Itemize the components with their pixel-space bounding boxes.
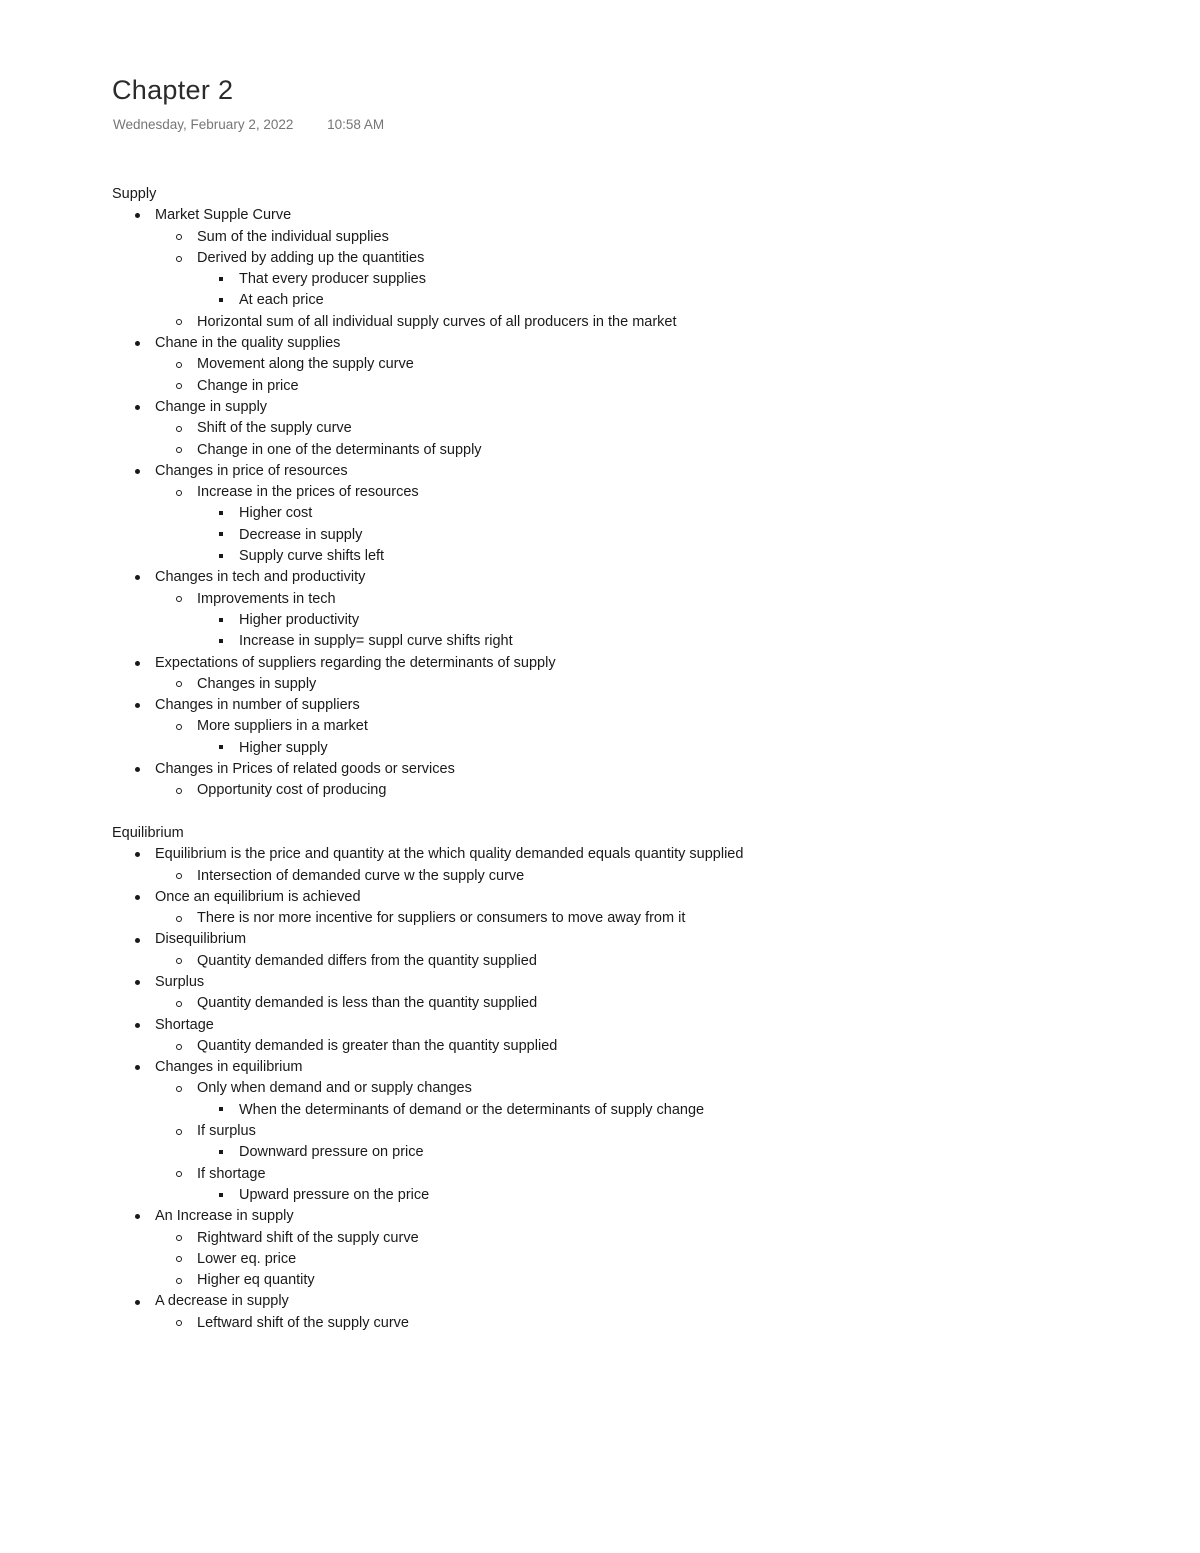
list-item bbox=[112, 482, 1112, 503]
list-item bbox=[112, 695, 1112, 716]
square-bullet-icon bbox=[215, 610, 227, 631]
list-item-text: Intersection of demanded curve w the supply curve bbox=[197, 867, 525, 884]
list-item-text: Opportunity cost of producing bbox=[197, 782, 387, 799]
list-item-text: At each price bbox=[239, 292, 324, 309]
list-item-text: Only when demand and or supply changes bbox=[197, 1080, 472, 1097]
list-item bbox=[112, 1249, 1112, 1270]
page-title: Chapter 2 bbox=[112, 75, 234, 105]
circle-bullet-icon bbox=[173, 674, 185, 695]
list-item-text: Once an equilibrium is achieved bbox=[155, 888, 361, 905]
list-item bbox=[112, 610, 1112, 631]
circle-bullet-icon bbox=[173, 376, 185, 397]
disc-bullet-icon bbox=[131, 695, 143, 716]
list-item bbox=[112, 440, 1112, 461]
list-item-text: Shortage bbox=[155, 1016, 214, 1033]
section-heading: Equilibrium bbox=[112, 824, 184, 841]
circle-bullet-icon bbox=[173, 1164, 185, 1185]
circle-bullet-icon bbox=[173, 482, 185, 503]
list-item bbox=[112, 1142, 1112, 1163]
list-item bbox=[112, 1121, 1112, 1142]
list-item-text: Chane in the quality supplies bbox=[155, 335, 341, 352]
disc-bullet-icon bbox=[131, 929, 143, 950]
square-bullet-icon bbox=[215, 1142, 227, 1163]
circle-bullet-icon bbox=[173, 1228, 185, 1249]
list-item-text: That every producer supplies bbox=[239, 271, 426, 288]
disc-bullet-icon bbox=[131, 333, 143, 354]
list-item bbox=[112, 929, 1112, 950]
list-item bbox=[112, 567, 1112, 588]
list-item-text: Quantity demanded is less than the quantity supplied bbox=[197, 995, 538, 1012]
list-item-text: When the determinants of demand or the determinants of supply change bbox=[239, 1101, 705, 1118]
list-item bbox=[112, 631, 1112, 652]
circle-bullet-icon bbox=[173, 993, 185, 1014]
list-item bbox=[112, 780, 1112, 801]
list-item bbox=[112, 1164, 1112, 1185]
list-item-text: Change in one of the determinants of supply bbox=[197, 441, 482, 458]
list-item bbox=[112, 1036, 1112, 1057]
list-item-text: Higher cost bbox=[239, 505, 313, 522]
disc-bullet-icon bbox=[131, 972, 143, 993]
list-item-text: If surplus bbox=[197, 1123, 256, 1140]
list-item bbox=[112, 1015, 1112, 1036]
list-item bbox=[112, 887, 1112, 908]
section-equilibrium bbox=[112, 823, 1112, 1334]
list-item bbox=[112, 866, 1112, 887]
list-item-text: Changes in equilibrium bbox=[155, 1059, 303, 1076]
square-bullet-icon bbox=[215, 738, 227, 759]
list-item-text: Higher supply bbox=[239, 739, 328, 756]
list-item bbox=[112, 290, 1112, 311]
disc-bullet-icon bbox=[131, 397, 143, 418]
list-item-text: Decrease in supply bbox=[239, 526, 363, 543]
square-bullet-icon bbox=[215, 290, 227, 311]
square-bullet-icon bbox=[215, 1100, 227, 1121]
circle-bullet-icon bbox=[173, 1249, 185, 1270]
list-item-text: Change in supply bbox=[155, 398, 268, 415]
list-item-text: Surplus bbox=[155, 973, 205, 990]
list-item bbox=[112, 759, 1112, 780]
list-item-text: Increase in the prices of resources bbox=[197, 484, 419, 501]
list-item-text: Improvements in tech bbox=[197, 590, 336, 607]
circle-bullet-icon bbox=[173, 1121, 185, 1142]
bullet-list bbox=[112, 844, 1112, 1334]
circle-bullet-icon bbox=[173, 1270, 185, 1291]
note-body bbox=[112, 184, 1112, 1334]
bullet-list bbox=[112, 205, 1112, 801]
list-item-text: Higher productivity bbox=[239, 611, 360, 628]
circle-bullet-icon bbox=[173, 440, 185, 461]
list-item bbox=[112, 1100, 1112, 1121]
disc-bullet-icon bbox=[131, 1057, 143, 1078]
square-bullet-icon bbox=[215, 525, 227, 546]
list-item bbox=[112, 503, 1112, 524]
list-item bbox=[112, 993, 1112, 1014]
list-item-text: Changes in tech and productivity bbox=[155, 569, 366, 586]
list-item-text: Supply curve shifts left bbox=[239, 548, 385, 565]
circle-bullet-icon bbox=[173, 312, 185, 333]
list-item-text: Derived by adding up the quantities bbox=[197, 249, 425, 266]
circle-bullet-icon bbox=[173, 716, 185, 737]
circle-bullet-icon bbox=[173, 418, 185, 439]
created-time: 10:58 AM bbox=[327, 117, 385, 132]
circle-bullet-icon bbox=[173, 227, 185, 248]
list-item bbox=[112, 738, 1112, 759]
list-item-text: Lower eq. price bbox=[197, 1250, 297, 1267]
circle-bullet-icon bbox=[173, 908, 185, 929]
circle-bullet-icon bbox=[173, 780, 185, 801]
list-item bbox=[112, 397, 1112, 418]
list-item bbox=[112, 333, 1112, 354]
list-item-text: Upward pressure on the price bbox=[239, 1186, 430, 1203]
list-item bbox=[112, 269, 1112, 290]
list-item bbox=[112, 546, 1112, 567]
list-item-text: Changes in Prices of related goods or services bbox=[155, 761, 455, 778]
square-bullet-icon bbox=[215, 269, 227, 290]
list-item-text: Expectations of suppliers regarding the determinants of supply bbox=[155, 654, 556, 671]
list-item bbox=[112, 589, 1112, 610]
circle-bullet-icon bbox=[173, 1078, 185, 1099]
circle-bullet-icon bbox=[173, 1313, 185, 1334]
square-bullet-icon bbox=[215, 1185, 227, 1206]
circle-bullet-icon bbox=[173, 354, 185, 375]
list-item-text: Increase in supply= suppl curve shifts right bbox=[239, 633, 513, 650]
list-item bbox=[112, 972, 1112, 993]
list-item bbox=[112, 1270, 1112, 1291]
list-item-text: Equilibrium is the price and quantity at the which quality demanded equals quantity supplied bbox=[155, 846, 744, 863]
list-item bbox=[112, 525, 1112, 546]
list-item-text: Leftward shift of the supply curve bbox=[197, 1314, 409, 1331]
circle-bullet-icon bbox=[173, 866, 185, 887]
list-item bbox=[112, 376, 1112, 397]
list-item bbox=[112, 951, 1112, 972]
list-item-text: An Increase in supply bbox=[155, 1208, 294, 1225]
disc-bullet-icon bbox=[131, 1291, 143, 1312]
circle-bullet-icon bbox=[173, 589, 185, 610]
list-item-text: Horizontal sum of all individual supply curves of all producers in the market bbox=[197, 313, 677, 330]
list-item-text: A decrease in supply bbox=[155, 1293, 289, 1310]
list-item-text: Rightward shift of the supply curve bbox=[197, 1229, 419, 1246]
list-item bbox=[112, 205, 1112, 226]
list-item-text: Quantity demanded differs from the quantity supplied bbox=[197, 952, 537, 969]
list-item-text: Downward pressure on price bbox=[239, 1144, 424, 1161]
list-item-text: Change in price bbox=[197, 377, 299, 394]
list-item bbox=[112, 1228, 1112, 1249]
list-item-text: More suppliers in a market bbox=[197, 718, 368, 735]
list-item bbox=[112, 674, 1112, 695]
list-item-text: Sum of the individual supplies bbox=[197, 228, 389, 245]
square-bullet-icon bbox=[215, 631, 227, 652]
list-item-text: Changes in supply bbox=[197, 675, 317, 692]
list-item-text: If shortage bbox=[197, 1165, 266, 1182]
disc-bullet-icon bbox=[131, 205, 143, 226]
list-item-text: Higher eq quantity bbox=[197, 1272, 315, 1289]
square-bullet-icon bbox=[215, 546, 227, 567]
section-spacer bbox=[112, 802, 1112, 823]
list-item bbox=[112, 1206, 1112, 1227]
list-item bbox=[112, 1078, 1112, 1099]
list-item-text: There is nor more incentive for suppliers or consumers to move away from it bbox=[197, 910, 686, 927]
disc-bullet-icon bbox=[131, 844, 143, 865]
list-item-text: Changes in number of suppliers bbox=[155, 697, 360, 714]
disc-bullet-icon bbox=[131, 759, 143, 780]
disc-bullet-icon bbox=[131, 1015, 143, 1036]
page-meta bbox=[113, 116, 384, 134]
list-item bbox=[112, 1185, 1112, 1206]
disc-bullet-icon bbox=[131, 461, 143, 482]
list-item-text: Market Supple Curve bbox=[155, 207, 292, 224]
list-item bbox=[112, 716, 1112, 737]
list-item bbox=[112, 312, 1112, 333]
list-item bbox=[112, 653, 1112, 674]
list-item bbox=[112, 844, 1112, 865]
circle-bullet-icon bbox=[173, 248, 185, 269]
list-item bbox=[112, 227, 1112, 248]
list-item-text: Movement along the supply curve bbox=[197, 356, 414, 373]
square-bullet-icon bbox=[215, 503, 227, 524]
list-item-text: Changes in price of resources bbox=[155, 462, 348, 479]
list-item bbox=[112, 1057, 1112, 1078]
list-item-text: Disequilibrium bbox=[155, 931, 247, 948]
circle-bullet-icon bbox=[173, 1036, 185, 1057]
list-item bbox=[112, 461, 1112, 482]
section-heading: Supply bbox=[112, 186, 157, 202]
list-item-text: Shift of the supply curve bbox=[197, 420, 352, 437]
list-item bbox=[112, 908, 1112, 929]
section-supply bbox=[112, 184, 1112, 802]
list-item bbox=[112, 1291, 1112, 1312]
disc-bullet-icon bbox=[131, 887, 143, 908]
list-item bbox=[112, 418, 1112, 439]
list-item bbox=[112, 354, 1112, 375]
list-item bbox=[112, 248, 1112, 269]
list-item bbox=[112, 1313, 1112, 1334]
disc-bullet-icon bbox=[131, 1206, 143, 1227]
disc-bullet-icon bbox=[131, 653, 143, 674]
circle-bullet-icon bbox=[173, 951, 185, 972]
disc-bullet-icon bbox=[131, 567, 143, 588]
list-item-text: Quantity demanded is greater than the quantity supplied bbox=[197, 1037, 558, 1054]
created-date: Wednesday, February 2, 2022 bbox=[113, 117, 294, 132]
